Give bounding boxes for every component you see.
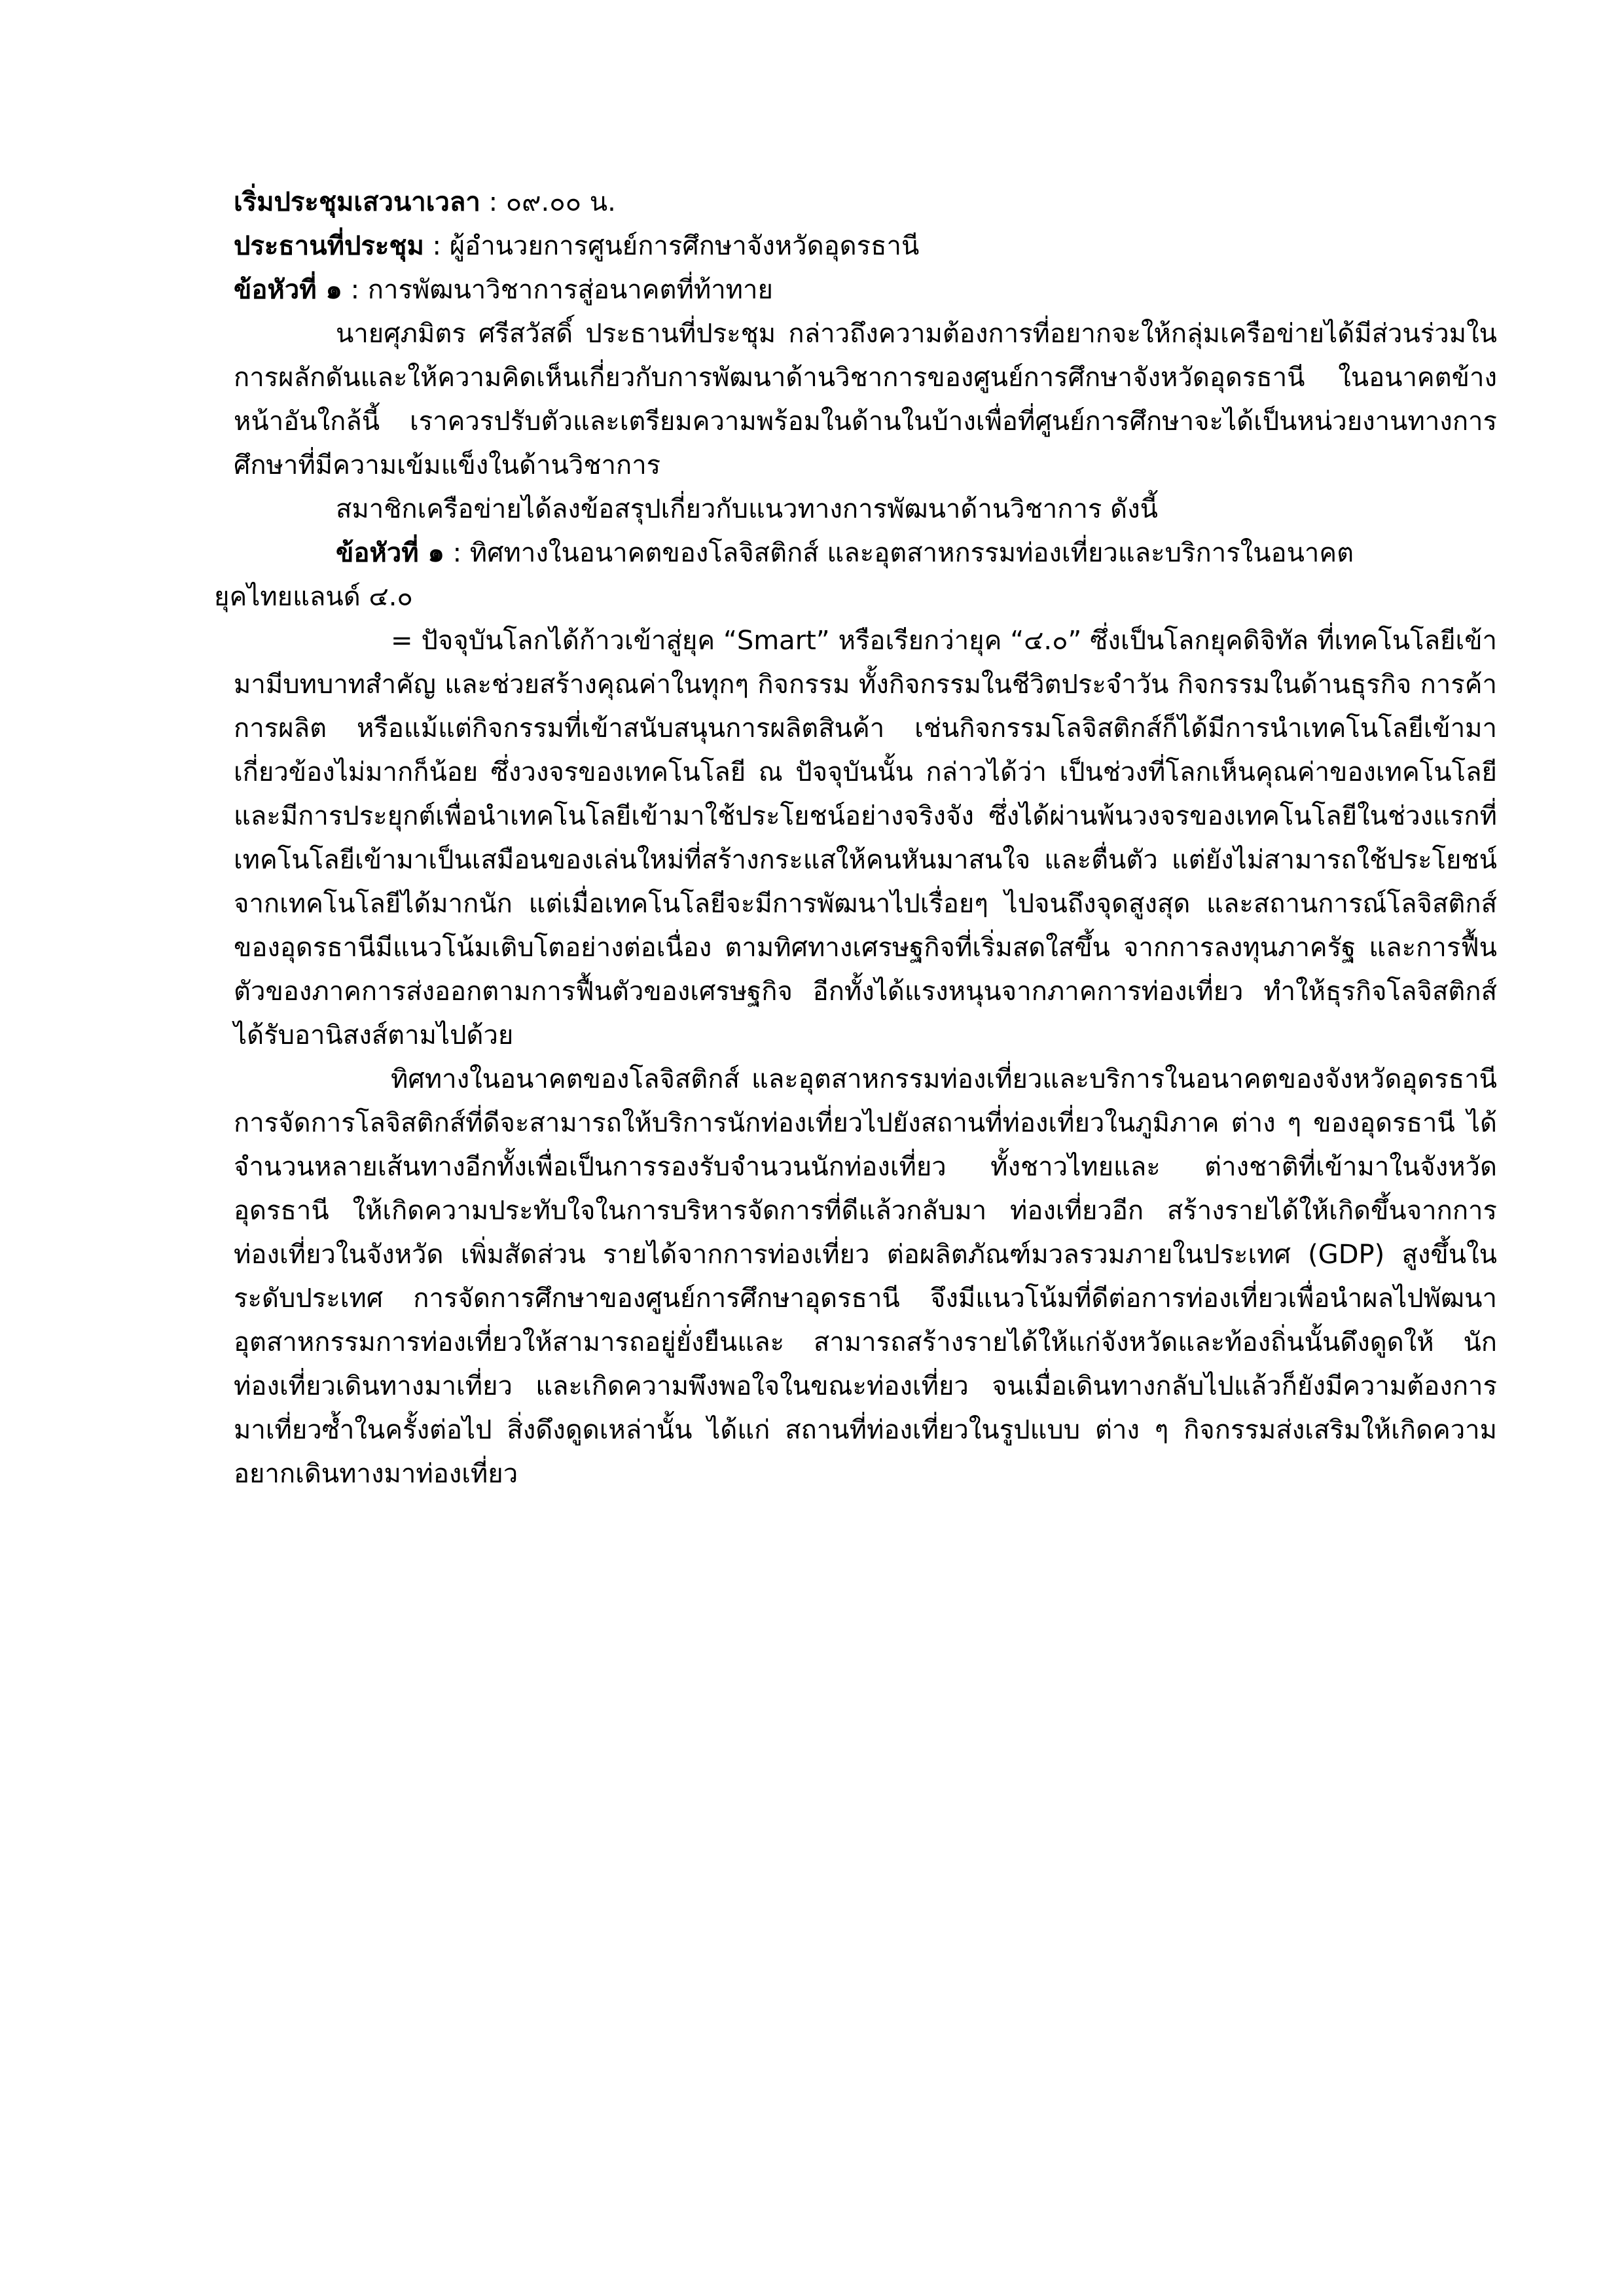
meeting-start-line	[234, 181, 1497, 224]
members-summary-paragraph: สมาชิกเครือข่ายได้ลงข้อสรุปเกี่ยวกับแนวทางการพัฒนาด้านวิชาการ ดังนี้	[336, 494, 1158, 524]
topic-2-continuation: ยุคไทยแลนด์ ๔.๐	[214, 582, 413, 612]
topic-2-value: ทิศทางในอนาคตของโลจิสติกส์ และอุตสาหกรรมท่องเที่ยวและบริการในอนาคต	[469, 538, 1354, 568]
topic-1-label: ข้อหัวที่ ๑	[234, 275, 342, 305]
topic-2-separator: :	[444, 538, 470, 568]
smart-era-paragraph: = ปัจจุบันโลกได้ก้าวเข้าสู่ยุค “Smart” หรือเรียกว่ายุค “๔.๐” ซึ่งเป็นโลกยุคดิจิทัล ที่เทคโนโลยีเข้ามามีบทบาทสำคัญ และช่วยสร้างคุณค่าในทุกๆ กิจกรรม ทั้งกิจกรรมในชีวิตประจำวัน กิจกรรมในด้านธุรกิจ การค้า การผลิต หรือแม้แต่กิจกรรมที่เข้าสนับสนุนการผลิตสินค้า เช่นกิจกรรมโลจิสติกส์ก็ได้มีการนำเทคโนโลยีเข้ามาเกี่ยวข้องไม่มากก็น้อย ซึ่งวงจรของเทคโนโลยี ณ ปัจจุบันนั้น กล่าวได้ว่า เป็นช่วงที่โลกเห็นคุณค่าของเทคโนโลยี และมีการประยุกต์เพื่อนำเทคโนโลยีเข้ามาใช้ประโยชน์อย่างจริงจัง ซึ่งได้ผ่านพ้นวงจรของเทคโนโลยีในช่วงแรกที่เทคโนโลยีเข้ามาเป็นเสมือนของเล่นใหม่ที่สร้างกระแสให้คนหันมาสนใจ และตื่นตัว แต่ยังไม่สามารถใช้ประโยชน์จากเทคโนโลยีได้มากนัก แต่เมื่อเทคโนโลยีจะมีการพัฒนาไปเรื่อยๆ ไปจนถึงจุดสูงสุด และสถานการณ์โลจิสติกส์ของอุดรธานีมีแนวโน้มเติบโตอย่างต่อเนื่อง ตามทิศทางเศรษฐกิจที่เริ่มสดใสขึ้น จากการลงทุนภาครัฐ และการฟื้นตัวของภาคการส่งออกตามการฟื้นตัวของเศรษฐกิจ อีกทั้งได้แรงหนุนจากภาคการท่องเที่ยว ทำให้ธุรกิจโลจิสติกส์ได้รับอานิสงส์ตามไปด้วย	[234, 626, 1497, 1050]
chair-value: ผู้อำนวยการศูนย์การศึกษาจังหวัดอุดรธานี	[449, 231, 920, 261]
chair-speech-paragraph: นายศุภมิตร ศรีสวัสดิ์ ประธานที่ประชุม กล่าวถึงความต้องการที่อยากจะให้กลุ่มเครือข่ายได้มีส่วนร่วมในการผลักดันและให้ความคิดเห็นเกี่ยวกับการพัฒนาด้านวิชาการของศูนย์การศึกษาจังหวัดอุดรธานี ในอนาคตข้างหน้าอันใกล้นี้ เราควรปรับตัวและเตรียมความพร้อมในด้านในบ้างเพื่อที่ศูนย์การศึกษาจะได้เป็นหน่วยงานทางการศึกษาที่มีความเข้มแข็งในด้านวิชาการ	[234, 319, 1497, 480]
topic-1-line	[234, 268, 1497, 312]
chair-separator: :	[424, 231, 450, 261]
topic-1-value: การพัฒนาวิชาการสู่อนาคตที่ท้าทาย	[367, 275, 773, 305]
chair-line	[234, 224, 1497, 268]
chair-label: ประธานที่ประชุม	[234, 231, 424, 261]
future-direction-paragraph: ทิศทางในอนาคตของโลจิสติกส์ และอุตสาหกรรมท่องเที่ยวและบริการในอนาคตของจังหวัดอุดรธานีการจัดการโลจิสติกส์ที่ดีจะสามารถให้บริการนักท่องเที่ยวไปยังสถานที่ท่องเที่ยวในภูมิภาค ต่าง ๆ ของอุดรธานี ได้ จำนวนหลายเส้นทางอีกทั้งเพื่อเป็นการรองรับจำนวนนักท่องเที่ยว ทั้งชาวไทยและ ต่างชาติที่เข้ามาในจังหวัดอุดรธานี ให้เกิดความประทับใจในการบริหารจัดการที่ดีแล้วกลับมา ท่องเที่ยวอีก สร้างรายได้ให้เกิดขึ้นจากการท่องเที่ยวในจังหวัด เพิ่มสัดส่วน รายได้จากการท่องเที่ยว ต่อผลิตภัณฑ์มวลรวมภายในประเทศ (GDP) สูงขึ้นในระดับประเทศ การจัดการศึกษาของศูนย์การศึกษาอุดรธานี จึงมีแนวโน้มที่ดีต่อการท่องเที่ยวเพื่อนำผลไปพัฒนาอุตสาหกรรมการท่องเที่ยวให้สามารถอยู่ยั่งยืนและ สามารถสร้างรายได้ให้แก่จังหวัดและท้องถิ่นนั้นดึงดูดให้ นักท่องเที่ยวเดินทางมาเที่ยว และเกิดความพึงพอใจในขณะท่องเที่ยว จนเมื่อเดินทางกลับไปแล้วก็ยังมีความต้องการมาเที่ยวซ้ำในครั้งต่อไป สิ่งดึงดูดเหล่านั้น ได้แก่ สถานที่ท่องเที่ยวในรูปแบบ ต่าง ๆ กิจกรรมส่งเสริมให้เกิดความอยากเดินทางมาท่องเที่ยว	[234, 1064, 1497, 1489]
topic-2-line	[234, 531, 1497, 575]
topic-1-separator: :	[342, 275, 368, 305]
meeting-start-time: ๐๙.๐๐ น.	[505, 187, 616, 217]
meeting-start-separator: :	[480, 187, 506, 217]
topic-2-label: ข้อหัวที่ ๑	[336, 538, 444, 568]
document-body	[214, 181, 1497, 1496]
meeting-start-label: เริ่มประชุมเสวนาเวลา	[234, 187, 480, 217]
